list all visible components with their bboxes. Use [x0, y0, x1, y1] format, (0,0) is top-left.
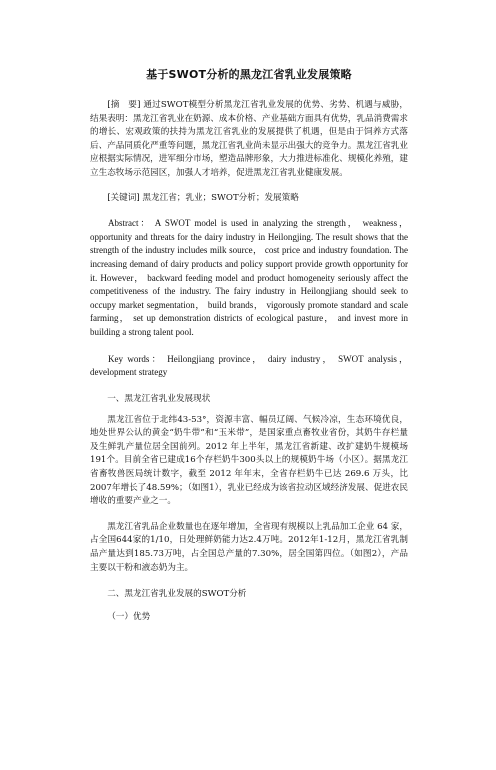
abstract-en: [90, 217, 408, 339]
section-2-subheading-1: （一）优势: [107, 612, 151, 623]
section-1-paragraph-1: 黑龙江省位于北纬43-53°，资源丰富、幅员辽阔、气候冷凉，生态环境优良，地处世界公认的黄金“奶牛带”和“玉米带”，是国家重点畜牧业省份，其奶牛存栏量及生鲜乳产量位居全国前列。2012 年上半年，黑龙江省新建、改扩建奶牛规模场191个。目前全省已建成16个存栏奶牛300头以上的规模奶牛场（小区）。据黑龙江省畜牧兽医局统计数字，截至 2012 年年末，全省存栏奶牛已达 269.6 万头，比2007年增长了48.59%；（如图1），乳业已经成为该省拉动区域经济发展、促进农民增收的重要产业之一。: [90, 414, 408, 507]
keywords-en-text: Heilongjiang province， dairy industry， SWOT analysis， development strategy: [90, 353, 408, 378]
keywords-en: [90, 353, 408, 380]
abstract-en-label: Abstract：: [108, 218, 152, 229]
keywords-zh-label: [关键词]: [107, 192, 140, 203]
keywords-en-label: Key words：: [108, 353, 163, 364]
paper-title: 基于SWOT分析的黑龙江省乳业发展策略: [146, 68, 352, 81]
section-1-paragraph-2: 黑龙江省乳品企业数量也在逐年增加，全省现有规模以上乳品加工企业 64 家，占全国644家的1/10，日处理鲜奶能力达2.4万吨。2012年1-12月，黑龙江省乳制品产量达到185.73万吨，占全国总产量的7.30%，居全国第四位。（如图2），产品主要以干粉和液态奶为主。: [90, 521, 408, 573]
keywords-zh-text: 黑龙江省；乳业；SWOT分析；发展策略: [142, 192, 299, 203]
section-2-heading: 二、黑龙江省乳业发展的SWOT分析: [107, 589, 247, 600]
document-page: [0, 68, 496, 770]
abstract-zh: [90, 99, 408, 181]
abstract-zh-text: 通过SWOT模型分析黑龙江省乳业发展的优势、劣势、机遇与威胁，结果表明：黑龙江省乳业在奶源、成本价格、产业基础方面具有优势，乳品消费需求的增长、宏观政策的扶持为黑龙江省乳业的发展提供了机遇，但是由于饲养方式落后、产品同质化严重等问题，黑龙江省乳业尚未显示出强大的竞争力。黑龙江省乳业应根据实际情况，进军细分市场，塑造品牌形象，大力推进标准化、规模化养殖，建立生态牧场示范园区，加强人才培养，促进黑龙江省乳业健康发展。: [90, 100, 408, 178]
abstract-en-text: A SWOT model is used in analyzing the strength， weakness， opportunity and threats for the dairy industry in Heilongjing. The result shows that the strength of the industry includes milk source， cost price and industry foundation. The increasing demand of dairy products and policy support provide growth opportunity for it. However， backward feeding model and product homogeneity seriously affect the competitiveness of the industry. The fairy industry in Heilongjiang should seek to occupy market segmentation， build brands， vigorously promote standard and scale farming， set up demonstration districts of ecological pasture， and invest more in building a strong talent pool.: [90, 218, 408, 337]
section-1-heading: 一、黑龙江省乳业发展现状: [107, 393, 211, 404]
keywords-zh: [90, 192, 408, 206]
abstract-zh-label: [摘 要]: [107, 100, 141, 110]
